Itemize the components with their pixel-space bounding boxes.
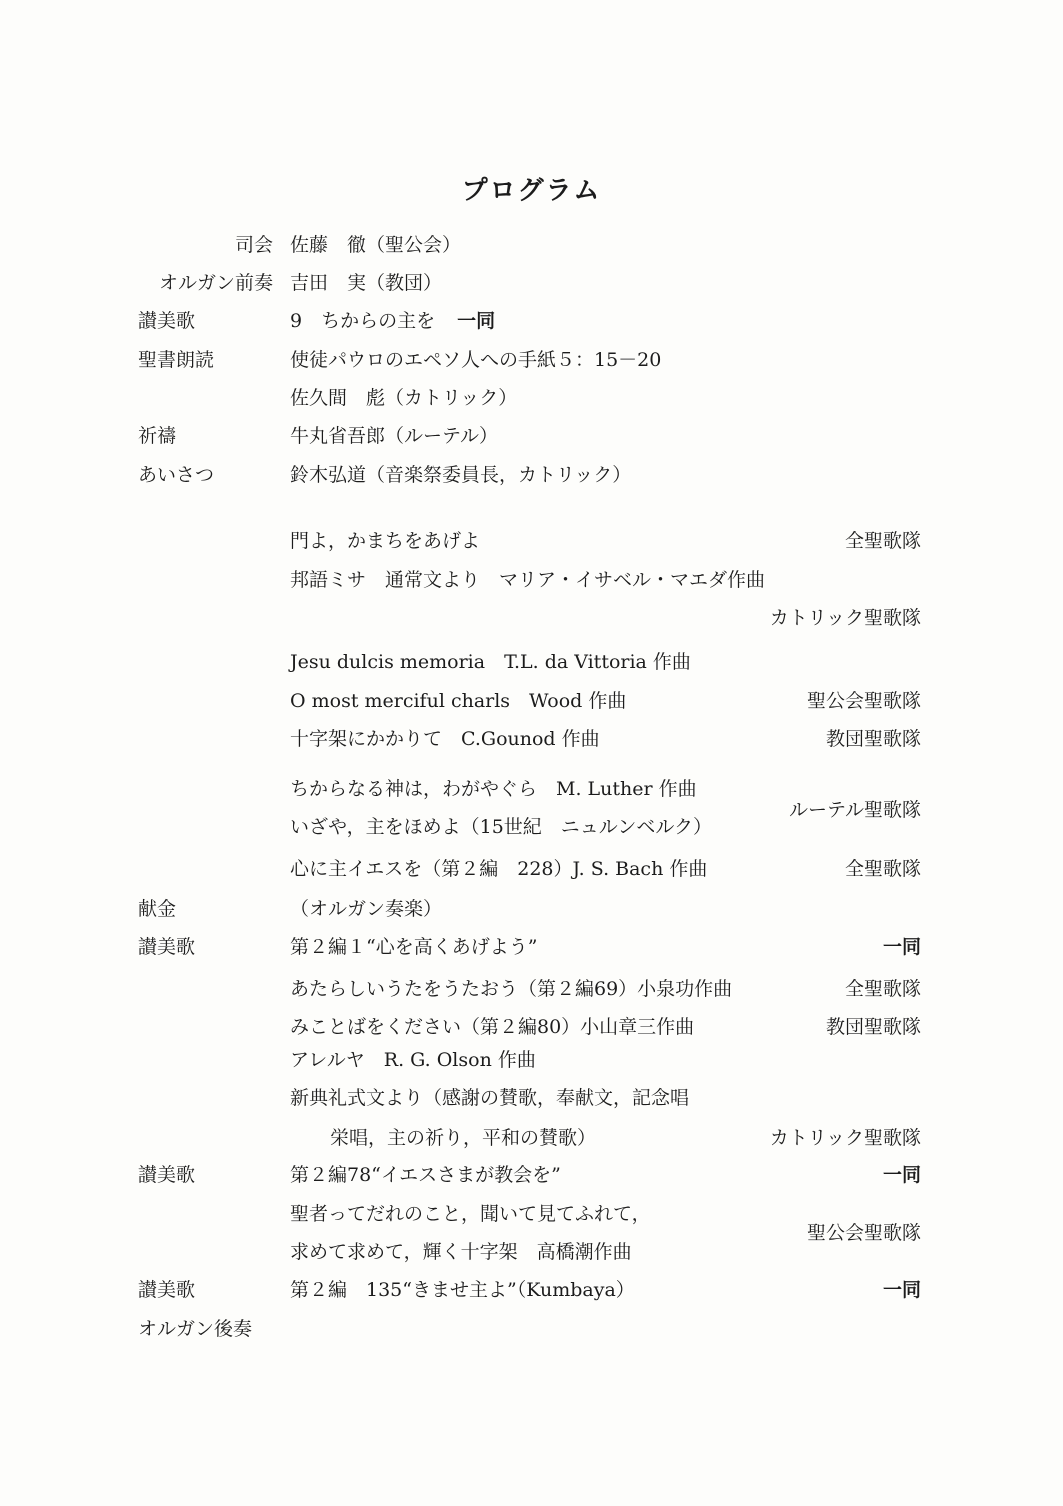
row-label: 讃美歌: [138, 936, 196, 958]
performer: 全聖歌隊: [844, 530, 921, 552]
program-row-hymn: [0, 932, 1063, 962]
row-text: 第２編78“イエスさまが教会を”: [290, 1164, 561, 1186]
page-title: プログラム: [461, 176, 602, 206]
row-text: O most merciful charls Wood 作曲: [290, 690, 627, 712]
program-row-postlude: [0, 1314, 1063, 1344]
program-row-choral: [0, 1123, 1063, 1153]
row-label: 聖書朗読: [138, 349, 215, 371]
row-label: 献金: [138, 898, 177, 920]
program-row-choral: [0, 603, 1063, 633]
row-label: オルガン前奏: [158, 272, 273, 294]
performer: 一同: [457, 310, 496, 332]
program-row-hymn: [0, 306, 1063, 336]
performer: 教団聖歌隊: [825, 1016, 921, 1038]
row-label: 司会: [234, 234, 273, 256]
performer: 全聖歌隊: [844, 978, 921, 1000]
row-text: 使徒パウロのエペソ人への手紙５：15－20: [290, 349, 662, 371]
row-text: 栄唱，主の祈り，平和の賛歌）: [330, 1127, 597, 1149]
row-text: みことばをください（第２編80）小山章三作曲: [290, 1016, 695, 1038]
row-text: 十字架にかかりて C.Gounod 作曲: [290, 728, 600, 750]
row-text: 第２編 135“きませ主よ”（Kumbaya）: [290, 1279, 635, 1301]
program-row-choral: [0, 686, 1063, 716]
performer: カトリック聖歌隊: [769, 607, 921, 629]
row-text: 聖者ってだれのこと，聞いて見てふれて，: [290, 1203, 651, 1225]
row-text: あたらしいうたをうたおう（第２編69）小泉功作曲: [290, 978, 733, 1000]
program-row-choral: [0, 647, 1063, 677]
row-text: 佐藤 徹（聖公会）: [290, 234, 462, 256]
performer: 聖公会聖歌隊: [806, 690, 921, 712]
row-label: 讃美歌: [138, 1164, 196, 1186]
row-text: 牛丸省吾郎（ルーテル）: [290, 425, 499, 447]
program-row-choral: [0, 1083, 1063, 1113]
program-row-choral: [0, 1045, 1063, 1075]
program-row-prelude: [0, 268, 1063, 298]
row-label: オルガン後奏: [138, 1318, 253, 1340]
program-row-offering: [0, 894, 1063, 924]
program-row-choral: [0, 724, 1063, 754]
program-row-reading: [0, 345, 1063, 375]
row-text: アレルヤ R. G. Olson 作曲: [290, 1049, 536, 1071]
performer: 教団聖歌隊: [825, 728, 921, 750]
row-text: 求めて求めて，輝く十字架 高橋潮作曲: [290, 1241, 632, 1263]
row-text: （オルガン奏楽）: [290, 898, 443, 920]
program-row-choral: [0, 974, 1063, 1004]
row-text: 門よ，かまちをあげよ: [290, 530, 481, 552]
row-text: 邦語ミサ 通常文より マリア・イサベル・マエダ作曲: [290, 569, 766, 591]
performer: 一同: [882, 1279, 921, 1301]
row-text: 佐久間 彪（カトリック）: [290, 387, 518, 409]
hymn-title: 9 ちからの主を: [290, 310, 436, 332]
performer: カトリック聖歌隊: [769, 1127, 921, 1149]
row-text: 鈴木弘道（音楽祭委員長，カトリック）: [290, 464, 632, 486]
performer: 全聖歌隊: [844, 858, 921, 880]
performer: ルーテル聖歌隊: [788, 799, 921, 821]
row-text: [290, 306, 495, 336]
row-text: Jesu dulcis memoria T.L. da Vittoria 作曲: [290, 651, 691, 673]
program-row-choral: [0, 1012, 1063, 1042]
program-row-greeting: [0, 460, 1063, 490]
program-row-choral: [0, 565, 1063, 595]
program-row-hymn: [0, 1275, 1063, 1305]
program-row-hymn: [0, 1160, 1063, 1190]
row-label: 讃美歌: [138, 1279, 196, 1301]
row-text: 吉田 実（教団）: [290, 272, 443, 294]
performer: 一同: [882, 1164, 921, 1186]
row-label: 祈禱: [138, 425, 177, 447]
program-row-choral: [0, 854, 1063, 884]
program-row-prayer: [0, 421, 1063, 451]
row-text: 心に主イエスを（第２編 228）J. S. Bach 作曲: [290, 858, 708, 880]
program-row-choral: [0, 526, 1063, 556]
row-text: 第２編１“心を高くあげよう”: [290, 936, 538, 958]
row-label: 讃美歌: [138, 310, 196, 332]
performer: 一同: [882, 936, 921, 958]
program-row-reader: [0, 383, 1063, 413]
row-text: いざや，主をほめよ（15世紀 ニュルンベルク）: [290, 816, 712, 838]
row-text: 新典礼式文より（感謝の賛歌，奉献文，記念唱: [290, 1087, 690, 1109]
row-label: あいさつ: [138, 464, 215, 486]
performer: 聖公会聖歌隊: [806, 1222, 921, 1244]
row-text: ちからなる神は，わがやぐら M. Luther 作曲: [290, 778, 697, 800]
program-row-emcee: [0, 230, 1063, 260]
